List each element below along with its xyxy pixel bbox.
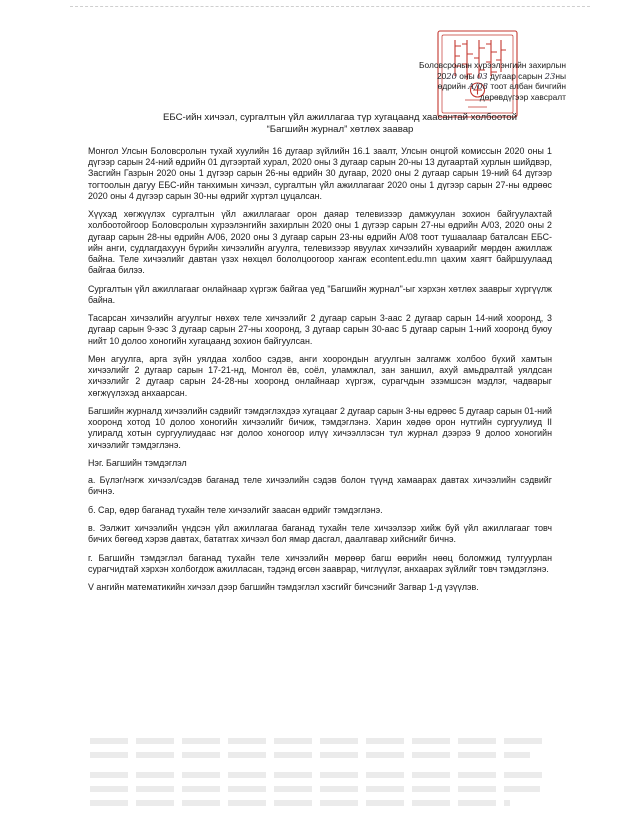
paragraph: Сургалтын үйл ажиллагааг онлайнаар хүргэж байгаа үед "Багшийн журнал"-ыг хэрхэн хөтлөх зааврыг хүргүүлж байна. xyxy=(88,283,552,305)
approval-line-2: 2020 оны 03 дугаар сарын 23ны xyxy=(436,70,566,81)
handwritten-number: А/08 xyxy=(468,81,488,91)
handwritten-day: 23 xyxy=(544,70,556,81)
handwritten-year: 20 xyxy=(446,70,457,81)
approval-line-3: өдрийн А/08 тоот албан бичгийн xyxy=(437,81,566,91)
section-heading: Нэг. Багшийн тэмдэглэл xyxy=(88,458,187,468)
paragraph: Мөн агуулга, арга зүйн уялдаа холбоо сэдэв, анги хоорондын агуулгын залгамж холбоо бүхий хамтын хичээлийг 2 дугаар сарын 17-21-нд, Монгол ёв, соёл, уламжлал, зан заншил, ахуй амьдралтай уялдсан хичээлийг 2 дугаар сарын 24-28-ны хооронд онлайнаар хүргэж, сурагчдын эзэмшсэн мэдлэг, чадварыг хөгжүүлэхэд анхаарсан. xyxy=(88,354,552,398)
handwritten-month: 03 xyxy=(476,70,488,81)
list-item: б. Сар, өдөр баганад тухайн теле хичээлийг заасан өдрийг тэмдэглэнэ. xyxy=(88,504,383,515)
bleed-through-line xyxy=(90,738,550,744)
bleed-through-line xyxy=(90,800,510,806)
approval-block xyxy=(394,60,566,102)
bleed-through-line xyxy=(90,772,550,778)
paragraph: Багшийн журналд хичээлийн сэдвийг тэмдэглэхдээ хугацааг 2 дугаар сарын 3-ны өдрөөс 5 дугаар сарын 01-ний хооронд хотод 10 долоо хоногийн хичээлийг бичиж, тэмдэглэнэ. Харин хөдөө орон нутгийн сургуулиуд II улиралд хотын сургуулиудаас нэг долоо хоногоор илүү хичээллэсэн тул журнал дээрээ 9 долоо хоногийн хичээлийг тэмдэглэнэ. xyxy=(88,406,552,450)
document-title xyxy=(110,112,570,136)
scan-edge-line xyxy=(70,6,590,7)
list-item: г. Багшийн тэмдэглэл баганад тухайн теле хичээлийн мөрөөр багш өөрийн нөөц боломжид тулгуурлан сурагчидтай хэрхэн холбогдож ажилласан, тэдэнд өгсөн зааврар, чиглүүлэг, анхаарах зүйлийг товч тэмдэглэнэ. xyxy=(88,552,552,574)
title-line-2: “Багшийн журнал” хөтлөх заавар xyxy=(266,124,414,135)
paragraph: Тасарсан хичээлийн агуулгыг нөхөх теле хичээлийг 2 дугаар сарын 3-аас 2 дугаар сарын 14-ний хооронд, 3 дугаар сарын 9-ээс 3 дугаар сарын 27-ны хооронд, 3 дугаар сарын 30-аас 5 дугаар сарын 1-ний хооронд буюу нийт 10 долоо хоногийн хугацаанд зохион байгуулсан. xyxy=(88,313,552,346)
bleed-through-line xyxy=(90,752,530,758)
approval-line-1: Боловсролын хүрээлэнгийн захирлын xyxy=(419,60,566,70)
paragraph: V ангийн математикийн хичээл дээр багшийн тэмдэглэл хэсгийг бичсэнийг Загвар 1-д үзүүлэв. xyxy=(88,582,479,593)
list-item: а. Бүлэг/нэгж хичээл/сэдэв баганад теле хичээлийн сэдэв болон түүнд хамаарах давтах хичээлийн сэдвийг бичнэ. xyxy=(88,475,552,497)
approval-line-4: дөрөвдүгээр хавсралт xyxy=(479,91,566,102)
paragraph: Монгол Улсын Боловсролын тухай хуулийн 16 дугаар зүйлийн 16.1 заалт, Улсын онцгой комиссын 2020 оны 1 дүгээр сарын 24-ний өдрийн 01 дүгээртай хурал, 2020 оны 3 дугаар сарын 20-ны 13 дугаартай хурлын шийдвэр, Засгийн Газрын 2020 оны 1 дүгээр сарын 26-ны өдрийн 30 дугаар, 2020 оны 2 дугаар сарын 19-ний 64 дүгээр тогтоолын дагуу ЕБС-ийн танхимын хичээл, сургалтын үйл ажиллагааг 2020 оны 1 дүгээр сарын 27-ны өдрөөс 2020 оны 4 дүгээр сарын 30-ны өдрийг хүртэл цуцалсан. xyxy=(88,146,552,201)
title-line-1: ЕБС-ийн хичээл, сургалтын үйл ажиллагаа түр хугацаанд хаасантай холбоотой xyxy=(163,112,517,123)
document-body xyxy=(88,146,552,601)
paragraph: Хүүхэд хөгжүүлэх сургалтын үйл ажиллагааг орон даяар телевизээр дамжуулан зохион байгуулахтай холбоотойгоор Боловсролын хүрээлэнгийн захирлын 2020 оны 1 дүгээр сарын 27-ны өдрийн А/03, 2020 оны 2 дугаар сарын 28-ны өдрийн А/06, 2020 оны 3 дугаар сарын 23-ны өдрийн А/08 тоот тушаалаар баталсан ЕБС-ийн анги, судлагдахуун бүрийн хичээлийн агуулга, телевизээр явуулах хичээлийн хуваарийг мөрдөн ажиллаж байна. Теле хичээлийг давтан үзэх нөхцөл бололцоогоор хангаж econtent.edu.mn цахим хаягт байршуулаад байгаа билээ. xyxy=(88,209,552,276)
list-item: в. Ээлжит хичээлийн үндсэн үйл ажиллагаа баганад тухайн теле хичээлээр хийж буй үйл ажиллагааг товч бичих бөгөөд хэрэв давтах, бататгах хичээл бол ямар дасгал, даалгавар хийснийг бичнэ. xyxy=(88,523,552,545)
bleed-through-line xyxy=(90,786,540,792)
